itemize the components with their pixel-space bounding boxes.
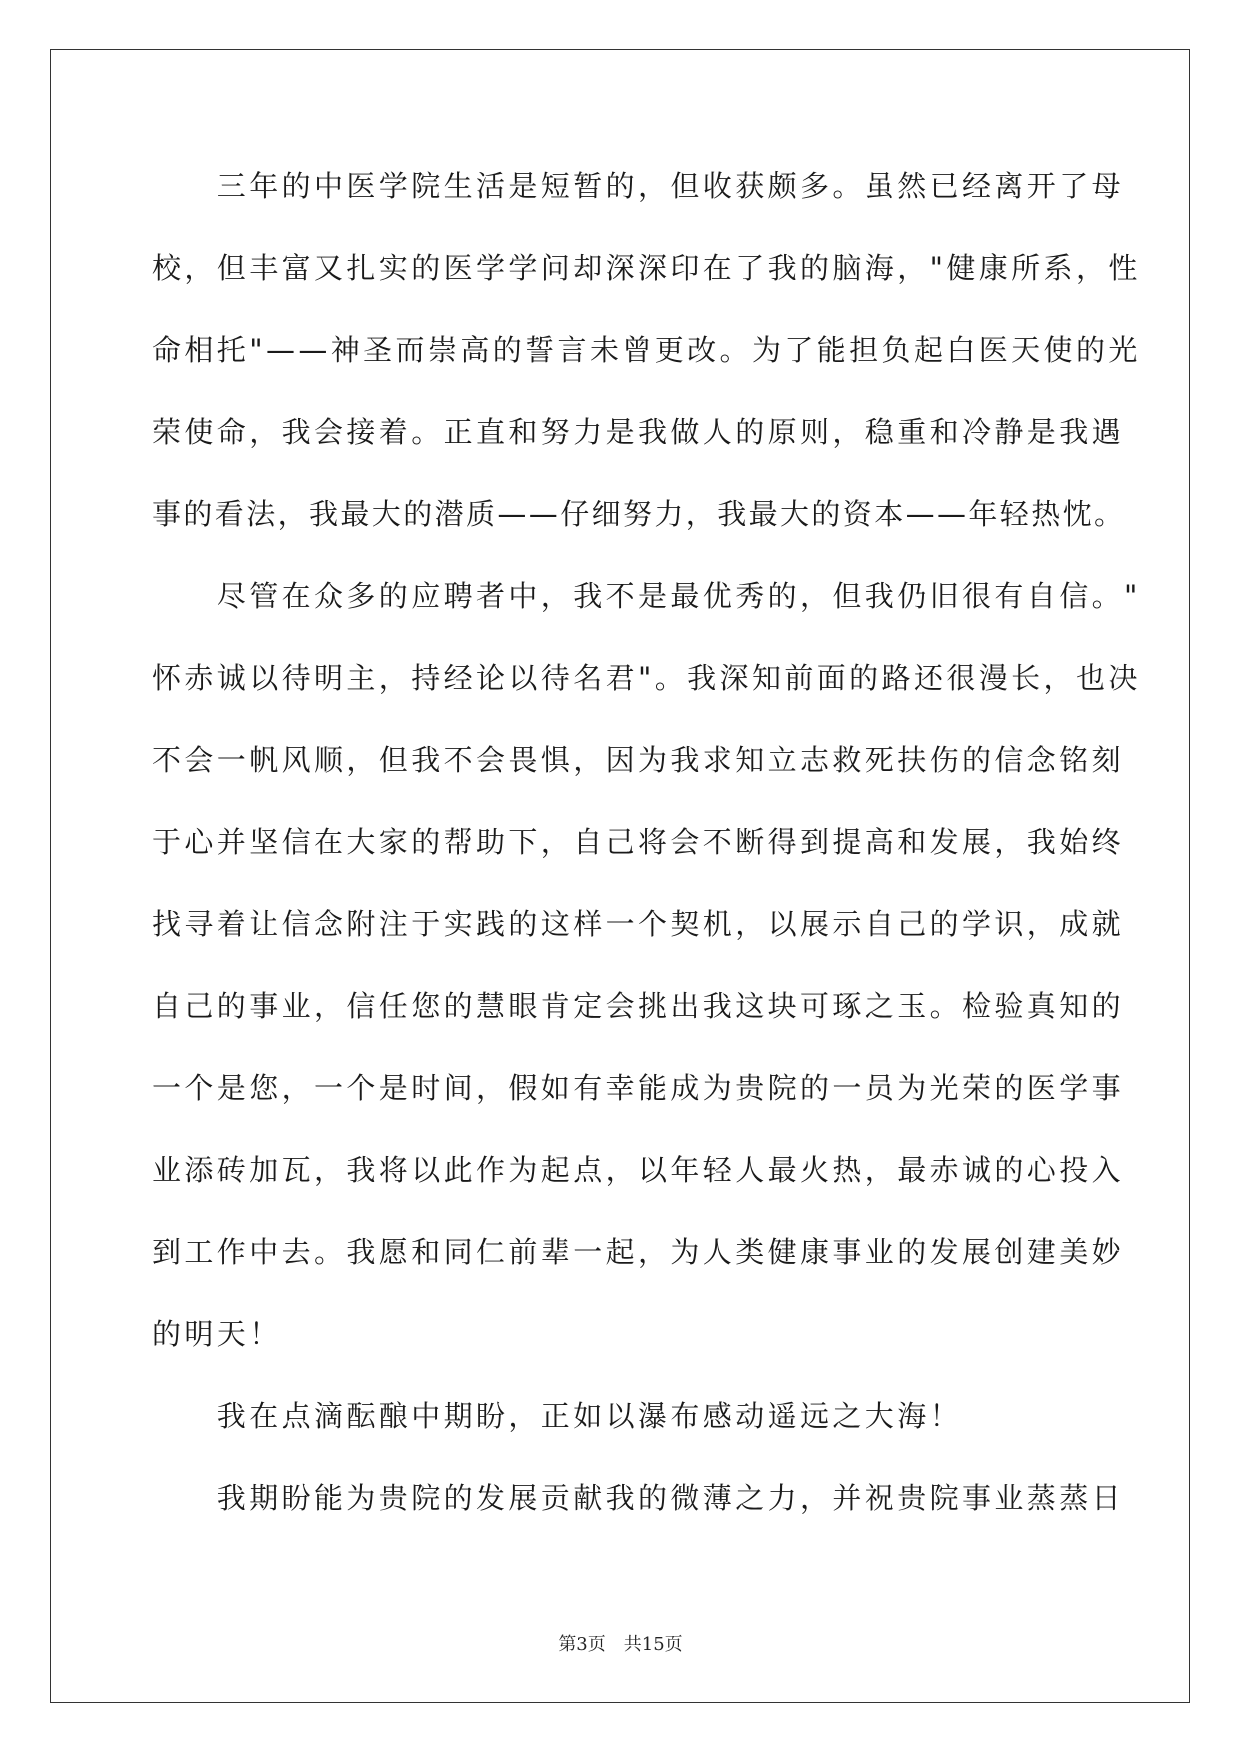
text-line: 怀赤诚以待明主，持经论以待名君"。我深知前面的路还很漫长，也决 <box>152 661 1141 695</box>
text-line: 到工作中去。我愿和同仁前辈一起，为人类健康事业的发展创建美妙 <box>152 1235 1125 1269</box>
text-line: 荣使命，我会接着。正直和努力是我做人的原则，稳重和冷静是我遇 <box>152 415 1125 449</box>
text-line: 尽管在众多的应聘者中，我不是最优秀的，但我仍旧很有自信。" <box>152 579 1141 613</box>
text-line: 校，但丰富又扎实的医学学问却深深印在了我的脑海，"健康所系，性 <box>152 251 1141 285</box>
text-line: 于心并坚信在大家的帮助下，自己将会不断得到提高和发展，我始终 <box>152 825 1125 859</box>
text-line: 自己的事业，信任您的慧眼肯定会挑出我这块可琢之玉。检验真知的 <box>152 989 1125 1023</box>
document-body <box>152 160 1141 1554</box>
page-number: 第3页 共15页 <box>558 1634 683 1655</box>
text-line: 一个是您，一个是时间，假如有幸能成为贵院的一员为光荣的医学事 <box>152 1071 1125 1105</box>
text-line: 三年的中医学院生活是短暂的，但收获颇多。虽然已经离开了母 <box>152 169 1125 203</box>
text-line: 找寻着让信念附注于实践的这样一个契机，以展示自己的学识，成就 <box>152 907 1125 941</box>
text-line: 事的看法，我最大的潜质——仔细努力，我最大的资本——年轻热忱。 <box>152 497 1126 531</box>
text-line: 的明天！ <box>152 1317 282 1351</box>
text-line: 业添砖加瓦，我将以此作为起点，以年轻人最火热，最赤诚的心投入 <box>152 1153 1125 1187</box>
text-line: 命相托"——神圣而崇高的誓言未曾更改。为了能担负起白医天使的光 <box>152 333 1141 367</box>
text-line: 我在点滴酝酿中期盼，正如以瀑布感动遥远之大海！ <box>152 1399 963 1433</box>
text-line: 不会一帆风顺，但我不会畏惧，因为我求知立志救死扶伤的信念铭刻 <box>152 743 1125 777</box>
text-line: 我期盼能为贵院的发展贡献我的微薄之力，并祝贵院事业蒸蒸日 <box>152 1481 1125 1515</box>
